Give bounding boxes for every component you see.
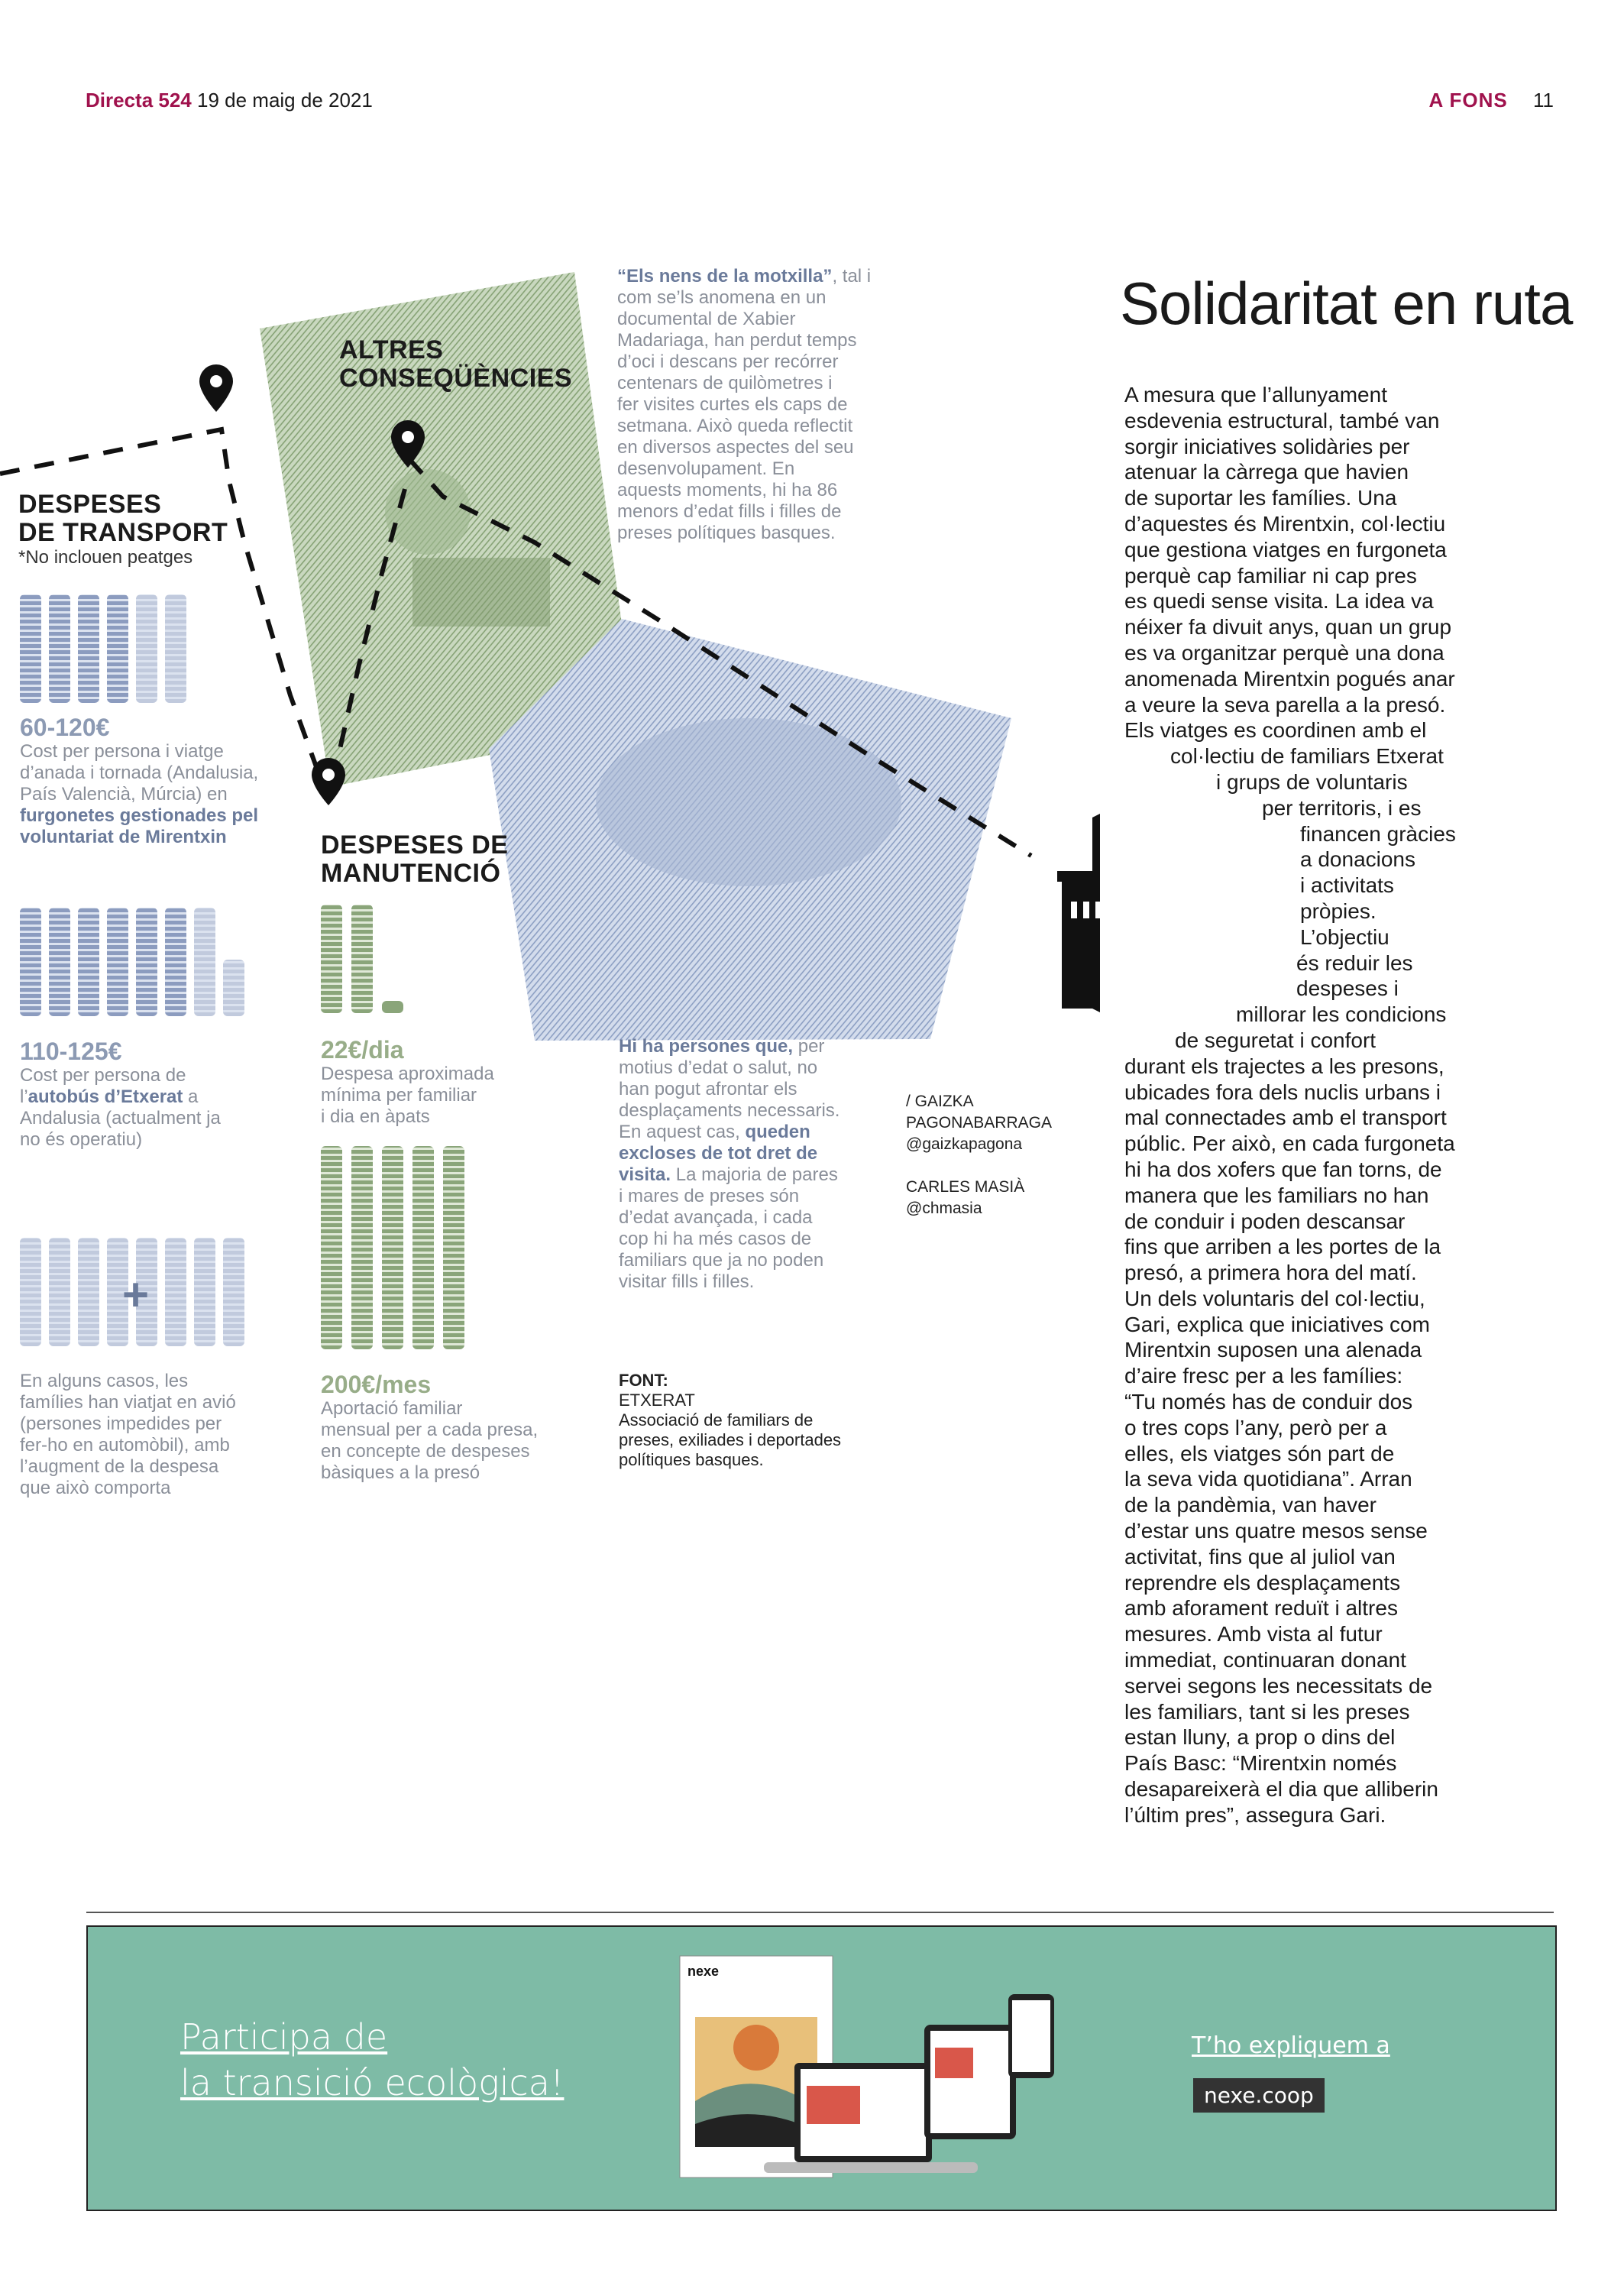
article-line: fins que arriben a les portes de la (1124, 1235, 1441, 1259)
article-line: sorgir iniciatives solidàries per (1124, 434, 1410, 458)
article-line: d’estar uns quatre mesos sense (1124, 1519, 1428, 1543)
map-pin-icon (312, 758, 345, 805)
article-line: immediat, continuaran donant (1124, 1648, 1406, 1672)
coin-stack-icon (49, 1238, 70, 1346)
article-line: d’aire fresc per a les famílies: (1124, 1364, 1403, 1388)
coin-stack-icon (321, 1146, 342, 1349)
transport-note: *No inclouen peatges (18, 547, 193, 568)
article-line: Els viatges es coordinen amb el (1124, 718, 1427, 743)
article-line: és reduir les (1296, 950, 1413, 975)
article-line: la seva vida quotidiana”. Arran (1124, 1467, 1412, 1491)
article-line: reprendre els desplaçaments (1124, 1570, 1401, 1595)
coin-stack-icon (49, 908, 70, 1016)
article-line: i grups de voluntaris (1216, 769, 1408, 794)
coin-icon (382, 1001, 403, 1013)
manutencio-text-2: Aportació familiar mensual per a cada presa, en concepte de despeses bàsiques a la presó (321, 1398, 539, 1483)
coin-stack-icon (136, 594, 157, 703)
article-line: o tres cops l’any, però per a (1124, 1415, 1387, 1439)
article-line: pròpies. (1300, 899, 1377, 923)
article-line: perquè cap familiar ni cap pres (1124, 563, 1417, 588)
coin-stack-icon (107, 908, 128, 1016)
page-header-right (1429, 89, 1554, 112)
article-line: financen gràcies (1300, 821, 1456, 846)
coin-stack-icon (78, 594, 99, 703)
article-line: estan lluny, a prop o dins del (1124, 1725, 1396, 1750)
article-line: hi ha dos xofers que fan torns, de (1124, 1157, 1442, 1181)
coin-stack-icon (223, 960, 244, 1016)
article-line: Mirentxin suposen una alenada (1124, 1338, 1422, 1362)
manutencio-heading: DESPESES DE MANUTENCIÓ (321, 831, 509, 888)
article-line: néixer fa divuit anys, quan un grup (1124, 615, 1452, 639)
article-line: millorar les condicions (1236, 1002, 1447, 1027)
altres-text: “Els nens de la motxilla”, tal i com se’ls anomena en un documental de Xabier Madariaga, han perdut temps d’oci i descans per recórrer centenars de quilòmetres i fer visites curtes els caps de setmana. Això queda reflectit en diversos aspectes del seu desenvolupament. En aquests moments, hi ha 86 menors d’edat fills i filles de preses polítiques basques. (617, 266, 872, 543)
coin-stack-icon (382, 1146, 403, 1349)
article-line: de conduir i poden descansar (1124, 1209, 1406, 1233)
article-line: Gari, explica que iniciatives com (1124, 1312, 1430, 1336)
article-line: esdevenia estructural, també van (1124, 408, 1440, 432)
article-line: despeses i (1296, 976, 1399, 1001)
coin-stack-icon (49, 594, 70, 703)
article-line: les familiars, tant si les preses (1124, 1699, 1410, 1724)
photo-credits: / GAIZKA PAGONABARRAGA @gaizkapagona CARLES MASIÀ @chmasia (906, 1093, 1052, 1217)
coin-stack-icon (107, 594, 128, 703)
article-line: Un dels voluntaris del col·lectiu, (1124, 1286, 1425, 1310)
article-line: durant els trajectes a les presons, (1124, 1054, 1444, 1078)
coin-stack-icon (20, 594, 41, 703)
issue-date: 19 de maig de 2021 (197, 89, 373, 112)
transport-text-1: Cost per persona i viatge d’anada i tornada (Andalusia, País Valencià, Múrcia) en furgonetes gestionades pel voluntariat de Mirentxin (20, 741, 259, 847)
coin-stack-icon (20, 908, 41, 1016)
article-line: mal connectades amb el transport (1124, 1106, 1447, 1130)
article-line: es quedi sense visita. La idea va (1124, 589, 1434, 614)
article-line: “Tu només has de conduir dos (1124, 1390, 1413, 1414)
magazine-brand: nexe (687, 1964, 720, 1979)
divider (86, 1912, 1554, 1913)
page-header-left (86, 89, 373, 112)
manutencio-value-1: 22€/dia (321, 1036, 404, 1064)
coin-stack-icon (165, 908, 186, 1016)
article-line: a donacions (1300, 847, 1416, 872)
coin-stack-icon (165, 1238, 186, 1346)
transport-text-3: En alguns casos, les famílies han viatjat en avió (persones impedides per fer-ho en automòbil), amb l’augment de la despesa que això comporta (20, 1371, 236, 1498)
article-line: mesures. Amb vista al futur (1124, 1622, 1383, 1647)
article-line: amb aforament reduït i altres (1124, 1596, 1398, 1621)
plus-icon: + (122, 1269, 150, 1320)
banner-headline[interactable]: Participa de la transició ecològica! (180, 2016, 565, 2103)
article-line: l’últim pres”, assegura Gari. (1124, 1802, 1386, 1827)
article-line: de suportar les famílies. Una (1124, 486, 1397, 510)
prison-building-icon (1057, 772, 1100, 1031)
article-body (1124, 382, 1483, 1828)
coin-stack-icon (20, 1238, 41, 1346)
article-line: País Basc: “Mirentxin només (1124, 1751, 1397, 1776)
article-line: per territoris, i es (1262, 795, 1422, 820)
coin-stack-icon (223, 1238, 244, 1346)
article-line: A mesura que l’allunyament (1124, 383, 1387, 406)
manutencio-text-1: Despesa aproximada mínima per familiar i dia en àpats (321, 1064, 494, 1127)
article-line: elles, els viatges són part de (1124, 1441, 1395, 1465)
coin-stack-icon (194, 1238, 215, 1346)
coin-stack-icon (136, 908, 157, 1016)
banner-cta-text[interactable]: T’ho expliquem a (1192, 2032, 1390, 2059)
banner-cta-button[interactable]: nexe.coop (1193, 2078, 1325, 2113)
article-line: d’aquestes és Mirentxin, col·lectiu (1124, 511, 1446, 536)
coin-stack-icon (443, 1146, 464, 1349)
coin-stack-icon (78, 908, 99, 1016)
magazine-name: Directa 524 (86, 89, 192, 112)
article-line: col·lectiu de familiars Etxerat (1170, 744, 1444, 769)
coin-stack-icon (194, 908, 215, 1016)
coin-stack-icon (321, 905, 342, 1013)
source-block: FONT: ETXERAT Associació de familiars de preses, exiliades i deportades polítiques basques. (619, 1371, 842, 1469)
coin-stack-icon (351, 1146, 373, 1349)
article-line: a veure la seva parella a la presó. (1124, 692, 1446, 717)
article-line: que gestiona viatges en furgoneta (1124, 537, 1447, 562)
coin-stack-icon (78, 1238, 99, 1346)
article-line: de seguretat i confort (1175, 1028, 1377, 1052)
article-line: servei segons les necessitats de (1124, 1673, 1433, 1698)
coin-stack-icon (412, 1146, 434, 1349)
transport-value-2: 110-125€ (20, 1038, 122, 1065)
transport-value-1: 60-120€ (20, 714, 110, 741)
article-line: activitat, fins que al juliol van (1124, 1544, 1396, 1569)
article-line: presó, a primera hora del matí. (1124, 1261, 1417, 1285)
article-line: i activitats (1300, 873, 1394, 898)
article-line: atenuar la càrrega que havien (1124, 460, 1409, 484)
article-line: de la pandèmia, van haver (1124, 1493, 1377, 1517)
article-line: L’objectiu (1300, 924, 1389, 949)
article-line: anomenada Mirentxin pogués anar (1124, 666, 1455, 691)
article-title: Solidaritat en ruta (1120, 270, 1573, 337)
article-line: ubicades fora dels nuclis urbans i (1124, 1080, 1441, 1104)
coin-stack-icon (165, 594, 186, 703)
page-number: 11 (1533, 89, 1554, 112)
article-line: desapareixerà el dia que alliberin (1124, 1777, 1438, 1802)
altres-heading: ALTRES CONSEQÜÈNCIES (339, 335, 572, 393)
section-name: A FONS (1428, 89, 1508, 112)
manutencio-value-2: 200€/mes (321, 1371, 432, 1398)
transport-heading: DESPESES DE TRANSPORT (18, 490, 228, 547)
map-pin-icon (199, 364, 233, 412)
persones-text: Hi ha persones que, per motius d’edat o salut, no han pogut afrontar els desplaçaments necessaris. En aquest cas, queden excloses de tot dret de visita. La majoria de pares i mares de preses són d’edat avançada, i cada cop hi ha més casos de familiars que ja no poden visitar fills i filles. (619, 1036, 840, 1292)
article-line: manera que les familiars no han (1124, 1183, 1429, 1207)
transport-text-2: Cost per persona de l’autobús d’Etxerat a Andalusia (actualment ja no és operatiu) (20, 1065, 221, 1150)
article-line: públic. Per això, en cada furgoneta (1124, 1132, 1455, 1156)
article-line: es va organitzar perquè una dona (1124, 640, 1444, 665)
banner-devices-image (626, 1933, 1085, 2200)
coin-stack-icon (351, 905, 373, 1013)
